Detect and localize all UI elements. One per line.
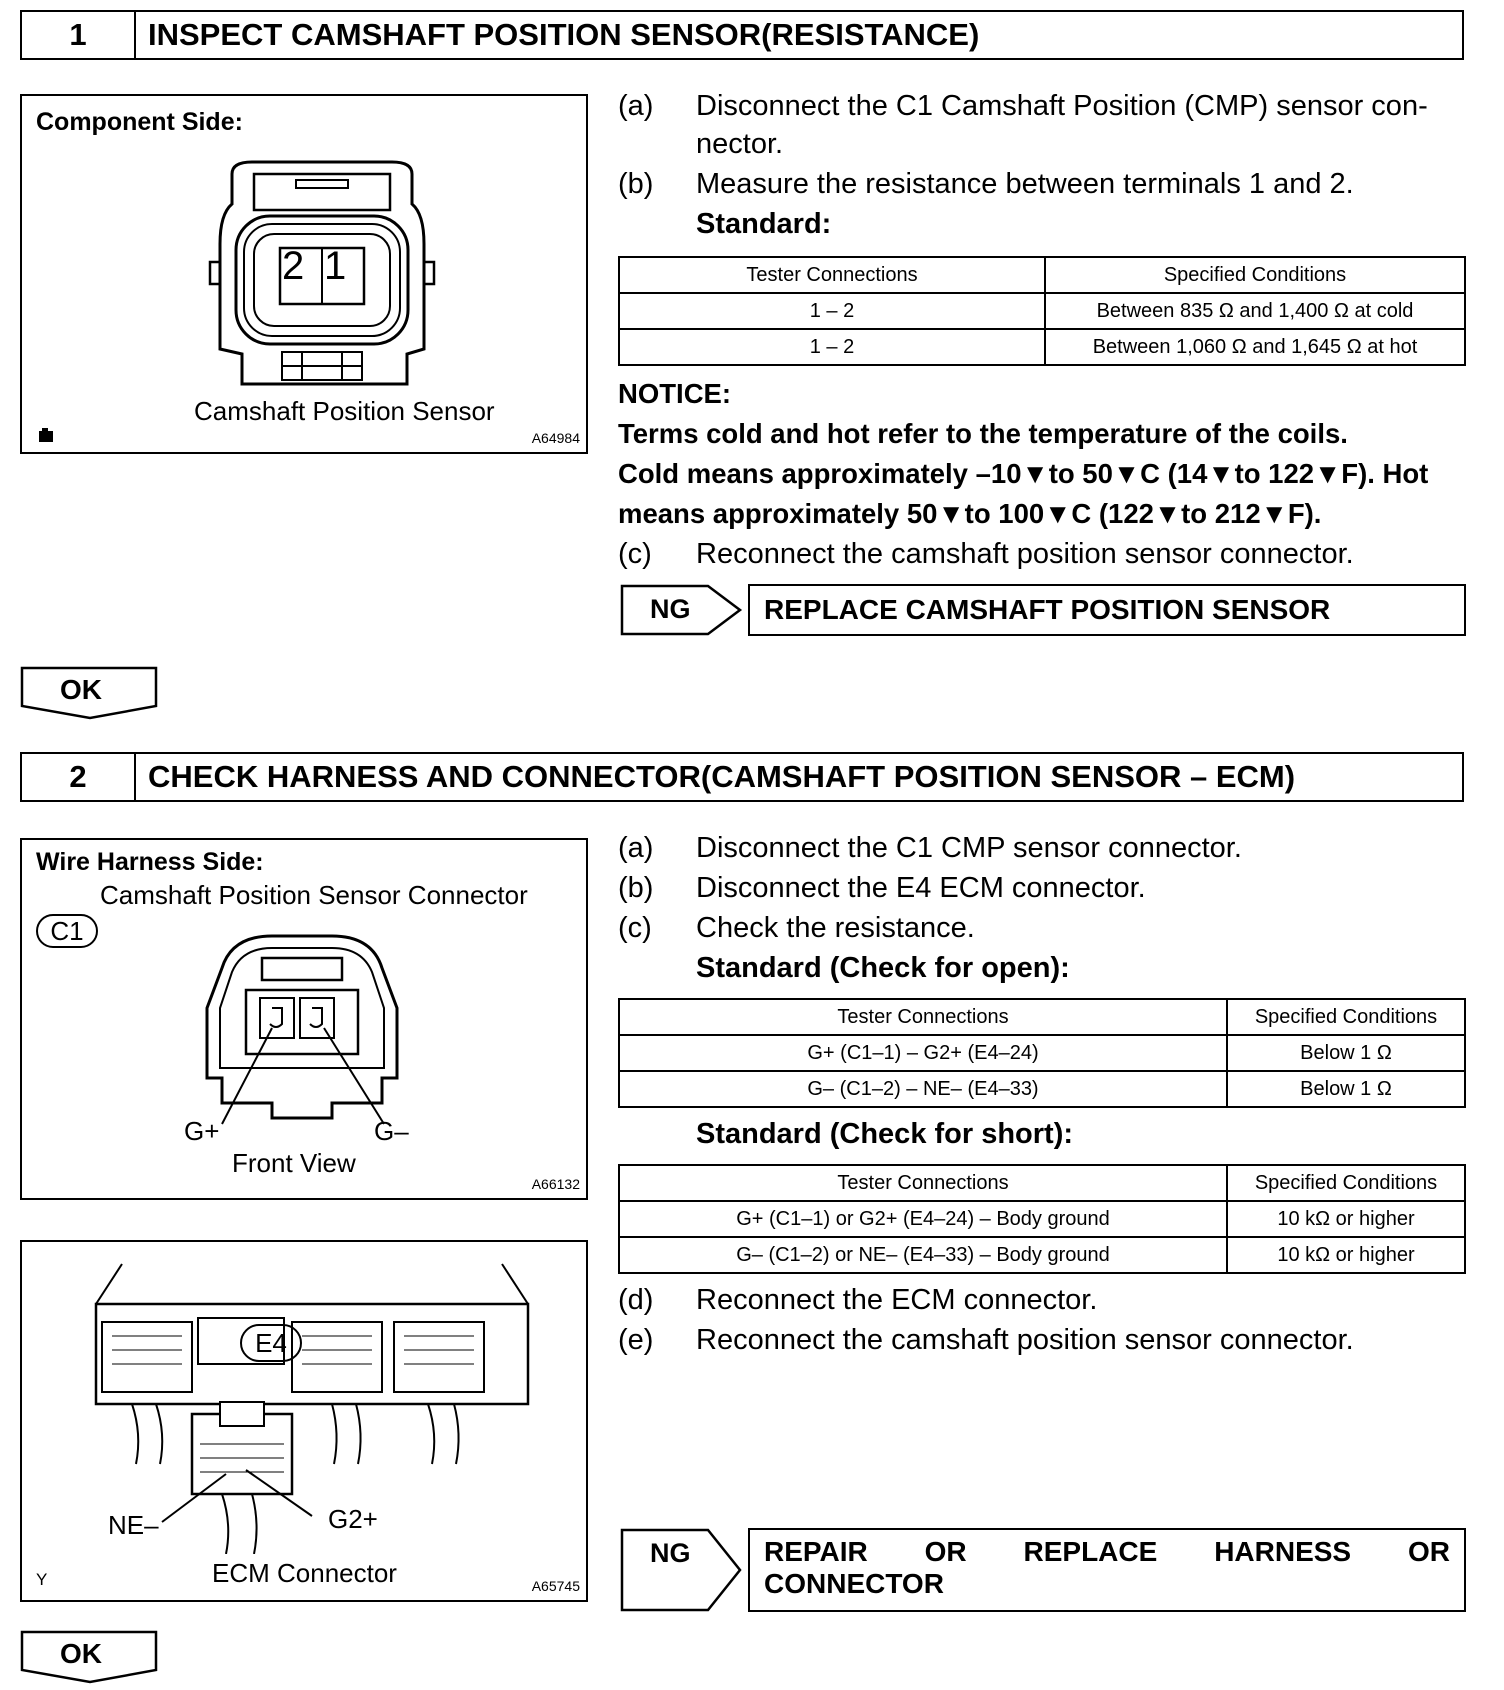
ng-action-word: OR [1408,1536,1450,1567]
section2-header [20,752,1464,802]
s2-step-c-text: Check the resistance. [696,912,975,944]
section1-title: INSPECT CAMSHAFT POSITION SENSOR(RESISTANCE) [148,17,980,52]
s2-ng-action-line2: CONNECTOR [764,1568,944,1599]
component-side-heading: Component Side: [36,108,243,136]
table-row [619,1237,1465,1273]
table-cell: 10 kΩ or higher [1227,1237,1465,1273]
sensor-connector-drawing [192,154,452,394]
table-header-row [619,999,1465,1035]
table-cell: 1 – 2 [619,293,1045,329]
notice-line: Terms cold and hot refer to the temperature of the coils. [618,418,1348,449]
front-view-label: Front View [232,1148,356,1178]
s2-step-a-text: Disconnect the C1 CMP sensor connector. [696,832,1242,864]
s2-standard-open-label: Standard (Check for open): [696,952,1070,984]
s2-step-e-text: Reconnect the camshaft position sensor connector. [696,1324,1354,1356]
s1-ok-branch [20,666,160,720]
wire-harness-figure [20,838,588,1200]
ng-action-word: HARNESS [1214,1536,1352,1567]
table-header: Specified Conditions [1227,999,1465,1035]
s2-ng-action-line1 [764,1536,1450,1568]
ng-action-word: OR [924,1536,967,1567]
table-cell: G– (C1–2) or NE– (E4–33) – Body ground [619,1237,1227,1273]
table-header: Specified Conditions [1045,257,1465,293]
connector-code-e4: E4 [240,1324,302,1362]
table-row [619,329,1465,365]
table-header-row [619,257,1465,293]
s1-ng-action: REPLACE CAMSHAFT POSITION SENSOR [764,594,1331,625]
s2-step-d-text: Reconnect the ECM connector. [696,1284,1098,1316]
section1-number: 1 [22,12,136,58]
ng-action-word: REPLACE [1023,1536,1158,1567]
table-cell: Below 1 Ω [1227,1071,1465,1107]
s2-step-c-letter: (c) [618,912,652,944]
notice-block [618,374,1466,534]
s2-short-table [618,1164,1466,1274]
s1-step-b-letter: (b) [618,168,654,200]
table-cell: G– (C1–2) – NE– (E4–33) [619,1071,1227,1107]
s1-ng-branch [620,584,1466,636]
terminal-label-2: 2 [282,244,305,288]
figure-id-a66132: A66132 [531,1176,580,1192]
notice-label: NOTICE: [618,378,732,409]
notice-line: means approximately 50▼to 100▼C (122▼to 212▼F). [618,498,1322,529]
s1-ng-label: NG [650,594,691,624]
manual-icon [38,428,56,444]
pin-label-ne-minus: NE– [108,1510,159,1540]
table-row [619,1035,1465,1071]
component-caption: Camshaft Position Sensor [194,396,495,426]
s1-step-a-text: Disconnect the C1 Camshaft Position (CMP) sensor con- [696,90,1428,122]
table-header: Tester Connections [619,999,1227,1035]
s2-ok-branch [20,1630,160,1684]
s2-ng-branch [620,1528,1466,1612]
table-cell: 1 – 2 [619,329,1045,365]
s1-step-a-letter: (a) [618,90,654,122]
table-header: Tester Connections [619,1165,1227,1201]
s1-ok-label: OK [60,674,102,705]
s1-step-c-letter: (c) [618,538,652,570]
s1-step-c-text: Reconnect the camshaft position sensor connector. [696,538,1354,570]
ecm-connector-figure [20,1240,588,1602]
section2-number: 2 [22,754,136,800]
corner-mark: Y [36,1570,48,1589]
table-cell: Between 835 Ω and 1,400 Ω at cold [1045,293,1465,329]
s2-step-e-letter: (e) [618,1324,654,1356]
s1-ng-action-box [748,584,1466,636]
s1-step-b-text: Measure the resistance between terminals 1 and 2. [696,168,1354,200]
ng-action-word: REPAIR [764,1536,868,1567]
pin-label-g-minus: G– [374,1116,409,1146]
table-header: Tester Connections [619,257,1045,293]
s2-ng-action-box [748,1528,1466,1612]
table-header-row [619,1165,1465,1201]
section2-title: CHECK HARNESS AND CONNECTOR(CAMSHAFT POSITION SENSOR – ECM) [148,759,1296,794]
terminal-label-1: 1 [324,244,347,288]
table-cell: Below 1 Ω [1227,1035,1465,1071]
notice-line: Cold means approximately –10▼to 50▼C (14▼to 122▼F). Hot [618,458,1429,489]
section1-header [20,10,1464,60]
s2-ng-label: NG [650,1538,691,1568]
table-cell: Between 1,060 Ω and 1,645 Ω at hot [1045,329,1465,365]
s2-step-b-letter: (b) [618,872,654,904]
table-row [619,293,1465,329]
wire-harness-heading: Wire Harness Side: [36,848,264,876]
s2-step-d-letter: (d) [618,1284,654,1316]
ecm-connector-drawing [82,1254,542,1554]
s1-spec-table [618,256,1466,366]
ecm-connector-caption: ECM Connector [212,1558,397,1588]
table-row [619,1071,1465,1107]
s2-open-table [618,998,1466,1108]
figure-id-a65745: A65745 [531,1578,580,1594]
s1-step-a-text-cont: nector. [696,128,784,160]
table-row [619,1201,1465,1237]
connector-code-c1: C1 [36,914,98,948]
s2-step-b-text: Disconnect the E4 ECM connector. [696,872,1146,904]
table-header: Specified Conditions [1227,1165,1465,1201]
figure-id-a64984: A64984 [531,430,580,446]
table-cell: G+ (C1–1) or G2+ (E4–24) – Body ground [619,1201,1227,1237]
pin-label-g-plus: G+ [184,1116,220,1146]
table-cell: 10 kΩ or higher [1227,1201,1465,1237]
s1-standard-label: Standard: [696,208,832,240]
s2-step-a-letter: (a) [618,832,654,864]
pin-label-g2-plus: G2+ [328,1504,378,1534]
s2-standard-short-label: Standard (Check for short): [696,1118,1074,1150]
table-cell: G+ (C1–1) – G2+ (E4–24) [619,1035,1227,1071]
connector-name: Camshaft Position Sensor Connector [100,880,528,910]
component-side-figure [20,94,588,454]
s2-ok-label: OK [60,1638,102,1669]
